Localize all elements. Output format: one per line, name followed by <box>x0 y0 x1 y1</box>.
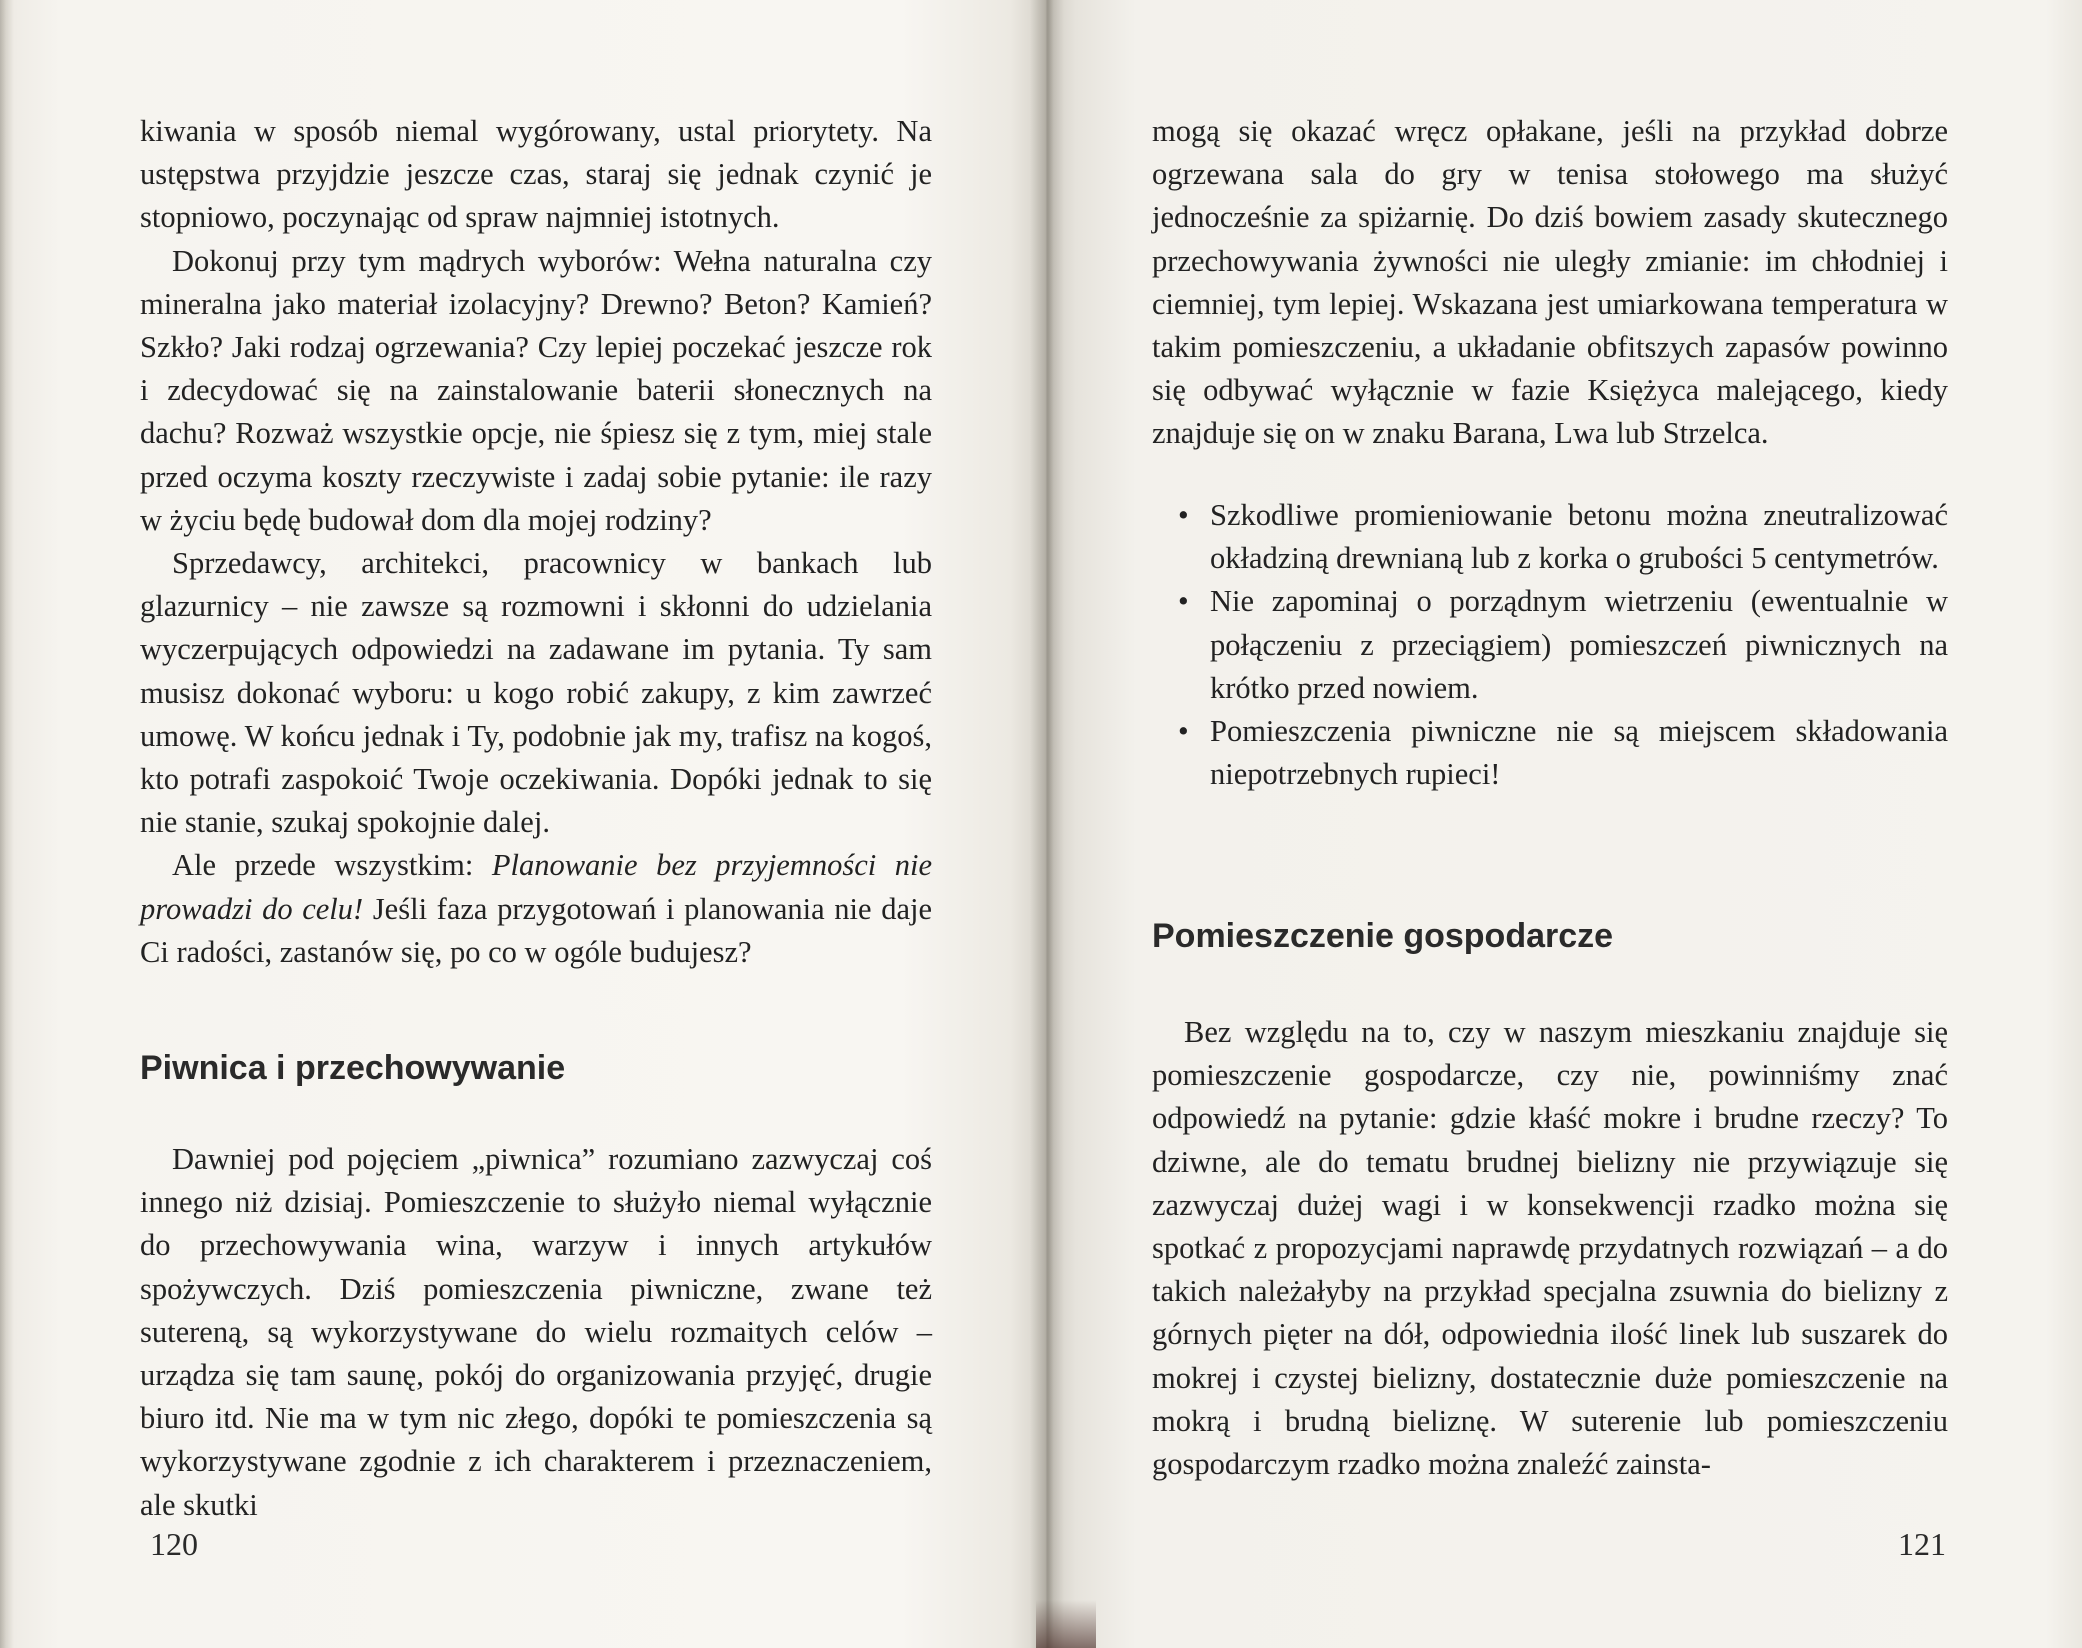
left-bottom-text <box>140 1138 932 1527</box>
paragraph: mogą się okazać wręcz opłakane, jeśli na przykład dobrze ogrzewana sala do gry w tenisa stołowego ma służyć jednocześnie za spiżarnię. Do dziś bowiem zasady skutecznego przechowywania żywności nie uległy zmianie: im chłodniej i ciemniej, tym lepiej. Wskazana jest umiarkowana temperatura w takim pomieszczeniu, a układanie obfitszych zapasów powinno się odbywać wyłącznie w fazie Księżyca malejącego, kiedy znajduje się on w znaku Barana, Lwa lub Strzelca. <box>1152 114 1948 451</box>
right-bottom-text <box>1152 1011 1948 1486</box>
bullet-list-container <box>1152 494 1948 796</box>
paragraph: Dawniej pod pojęciem „piwnica” rozumiano zazwyczaj coś innego niż dzisiaj. Pomieszczenie to służyło niemal wyłącznie do przechowywania wina, warzyw i innych artykułów spożywczych. Dziś pomieszczenia piwniczne, zwane też sutereną, są wykorzystywane do wielu rozmaitych celów – urządza się tam saunę, pokój do organizowania przyjęć, drugie biuro itd. Nie ma w tym nic złego, dopóki te pomieszczenia są wykorzystywane zgodnie z ich charakterem i przeznaczeniem, ale skutki <box>140 1142 932 1522</box>
paragraph: Bez względu na to, czy w naszym mieszkaniu znajduje się pomieszczenie gospodarcze, czy nie, powinniśmy znać odpowiedź na pytanie: gdzie kłaść mokre i brudne rzeczy? To dziwne, ale do tematu brudnej bielizny nie przywiązuje się zazwyczaj dużej wagi i w konsekwencji rzadko można się spotkać z propozycjami naprawdę przydatnych rozwiązań – a do takich należałyby na przykład specjalna zsuwnia do bielizny z górnych pięter na dół, odpowiednia ilość linek lub suszarek do mokrej i czystej bielizny, dostatecznie duże pomieszczenie na mokrą i brudną bieliznę. W suterenie lub pomieszczeniu gospodarczym rzadko można znaleźć zainsta- <box>1152 1015 1948 1482</box>
page-number-right: 121 <box>1898 1526 1946 1562</box>
bullet-icon: • <box>1178 584 1189 619</box>
list-item-text: Szkodliwe promieniowanie betonu można zneutralizować okładziną drewnianą lub z korka o grubości 5 centymetrów. <box>1210 498 1948 576</box>
closing-paragraph <box>140 844 932 974</box>
list-item-text: Nie zapominaj o porządnym wietrzeniu (ewentualnie w połączeniu z przeciągiem) pomieszczeń piwnicznych na krótko przed nowiem. <box>1210 584 1948 705</box>
paragraph: kiwania w sposób niemal wygórowany, ustal priorytety. Na ustępstwa przyjdzie jeszcze czas, staraj się jednak czynić je stopniowo, poczynając od spraw najmniej istotnych. <box>140 114 932 235</box>
book-gutter <box>1030 0 1064 1648</box>
section-heading-gospodarcze: Pomieszczenie gospodarcze <box>1152 917 1614 955</box>
section-heading-piwnica: Piwnica i przechowywanie <box>140 1049 566 1087</box>
right-page <box>1046 0 2082 1648</box>
bullet-list <box>1152 494 1948 796</box>
closing-italic: Planowanie bez przyjemności nie prowadzi do celu! <box>140 848 932 926</box>
paragraph: Sprzedawcy, architekci, pracownicy w bankach lub glazurnicy – nie zawsze są rozmowni i skłonni do udzielania wyczerpujących odpowiedzi na zadawane im pytania. Ty sam musisz dokonać wyboru: u kogo robić zakupy, z kim zawrzeć umowę. W końcu jednak i Ty, podobnie jak my, trafisz na kogoś, kto potrafi zaspokoić Twoje oczekiwania. Dopóki jednak to się nie stanie, szukaj spokojnie dalej. <box>140 546 932 840</box>
book-spine-shadow <box>1036 1600 1096 1648</box>
right-top-text <box>1152 110 1948 456</box>
left-top-text <box>140 110 932 974</box>
list-item-text: Pomieszczenia piwniczne nie są miejscem składowania niepotrzebnych rupieci! <box>1210 714 1948 792</box>
closing-tail: Jeśli faza przygotowań i planowania nie daje Ci radości, zastanów się, po co w ogóle budujesz? <box>140 891 932 969</box>
bullet-icon: • <box>1178 498 1189 532</box>
page-number-left: 120 <box>150 1526 198 1562</box>
list-item <box>1152 580 1948 710</box>
paragraph: Dokonuj przy tym mądrych wyborów: Wełna naturalna czy mineralna jako materiał izolacyjny? Drewno? Beton? Kamień? Szkło? Jaki rodzaj ogrzewania? Czy lepiej poczekać jeszcze rok i zdecydować się na zainstalowanie baterii słonecznych na dachu? Rozważ wszystkie opcje, nie śpiesz się z tym, miej stale przed oczyma koszty rzeczywiste i zadaj sobie pytanie: ile razy w życiu będę budował dom dla mojej rodziny? <box>140 243 932 537</box>
bullet-icon: • <box>1178 714 1189 749</box>
closing-lead: Ale przede wszystkim: <box>172 848 492 883</box>
list-item <box>1152 710 1948 796</box>
list-item <box>1152 494 1948 580</box>
